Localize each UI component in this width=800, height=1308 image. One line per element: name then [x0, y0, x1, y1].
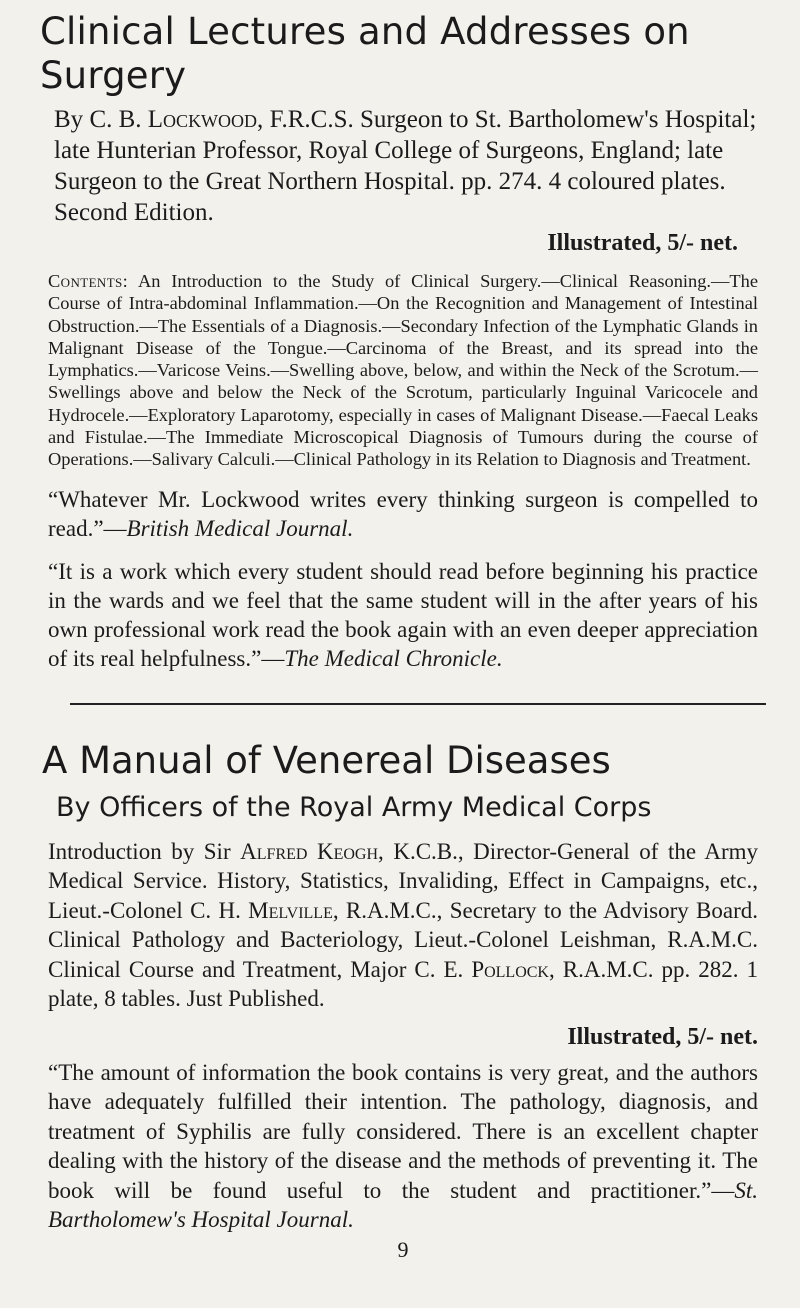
- review-2-text: “It is a work which every student should read before beginning his practice in the wards and we feel that the same student will in the after years of his own professional work read the book again with an even deeper appreciation of its real helpfulness.”—: [48, 558, 758, 671]
- book1-details: F.R.C.S. Surgeon to St. Bartholomew's Hospital; late Hunterian Professor, Royal College of Surgeons, England; late Surgeon to the Great Northern Hospital. pp. 274. 4 coloured plates. Second Edition.: [54, 106, 757, 226]
- book1-byline: [54, 104, 758, 228]
- book2-intro-part-4: R.A.M.C. pp. 282. 1 plate, 8 tables. Just Published.: [48, 956, 758, 1012]
- section-divider: [70, 703, 766, 705]
- book2-price: Illustrated, 5/- net.: [567, 1023, 758, 1050]
- review-1-text: “Whatever Mr. Lockwood writes every thinking surgeon is compelled to read.”—: [48, 486, 758, 541]
- book1-review-1: [48, 485, 758, 543]
- book2-title: A Manual of Venereal Diseases: [42, 738, 611, 782]
- book2-intro-part-2: K.C.B., Director-General of the Army Medical Service. History, Statistics, Invaliding, Effect in Campaigns, etc., Lieut.-Colonel C. H.: [48, 838, 759, 923]
- book2-intro-part-1: Introduction by Sir: [48, 838, 231, 864]
- contents-text: An Introduction to the Study of Clinical Surgery.—Clinical Reasoning.—The Course of Intra-abdominal Inflammation.—On the Recognition and Management of Intestinal Obstruction.—The Essentials of a Diagnosis.—Secondary Infection of the Lymphatic Glands in Malignant Disease of the Tongue.—Carcinoma of the Breast, and its spread into the Lymphatics.—Varicose Veins.—Swelling above, below, and within the Neck of the Scrotum.—Swellings above and below the Neck of the Scrotum, particularly Inguinal Varicocele and Hydrocele.—Exploratory Laparotomy, especially in cases of Malignant Disease.—Faecal Leaks and Fistulae.—The Immediate Microscopical Diagnosis of Tumours during the course of Operations.—Salivary Calculi.—Clinical Pathology in its Relation to Diagnosis and Treatment.: [48, 271, 758, 470]
- review-1-source: British Medical Journal.: [126, 515, 354, 541]
- book1-contents: [48, 270, 758, 471]
- book2-review: [48, 1058, 758, 1235]
- book1-author: C. B. Lockwood,: [89, 106, 264, 133]
- book2-byline: By Officers of the Royal Army Medical Corps: [56, 791, 652, 823]
- book2-review-source: St. Bartholomew's Hospital Journal.: [48, 1177, 758, 1233]
- page-number: 9: [397, 1236, 409, 1262]
- book2-name-melville: Melville,: [248, 897, 339, 923]
- book1-price: Illustrated, 5/- net.: [547, 230, 738, 256]
- book1-review-2: [48, 557, 758, 673]
- book2-intro-part-3: R.A.M.C., Secretary to the Advisory Board. Clinical Pathology and Bacteriology, Lieut.-Colonel Leishman, R.A.M.C. Clinical Course and Treatment, Major C. E.: [48, 897, 758, 982]
- book2-name-pollock: Pollock,: [471, 956, 555, 982]
- book2-review-text: “The amount of information the book contains is very great, and the authors have adequately fulfilled their intention. The pathology, diagnosis, and treatment of Syphilis are fully considered. There is an excellent chapter dealing with the history of the disease and the methods of preventing it. The book will be found useful to the student and practitioner.”—: [48, 1059, 758, 1203]
- contents-label: Contents:: [48, 271, 129, 291]
- book2-name-keogh: Alfred Keogh,: [240, 838, 384, 864]
- review-2-source: The Medical Chronicle.: [284, 645, 503, 671]
- book2-introduction: [48, 837, 758, 1014]
- book1-by: By: [54, 106, 84, 133]
- book1-title: Clinical Lectures and Addresses on Surgery: [40, 10, 690, 97]
